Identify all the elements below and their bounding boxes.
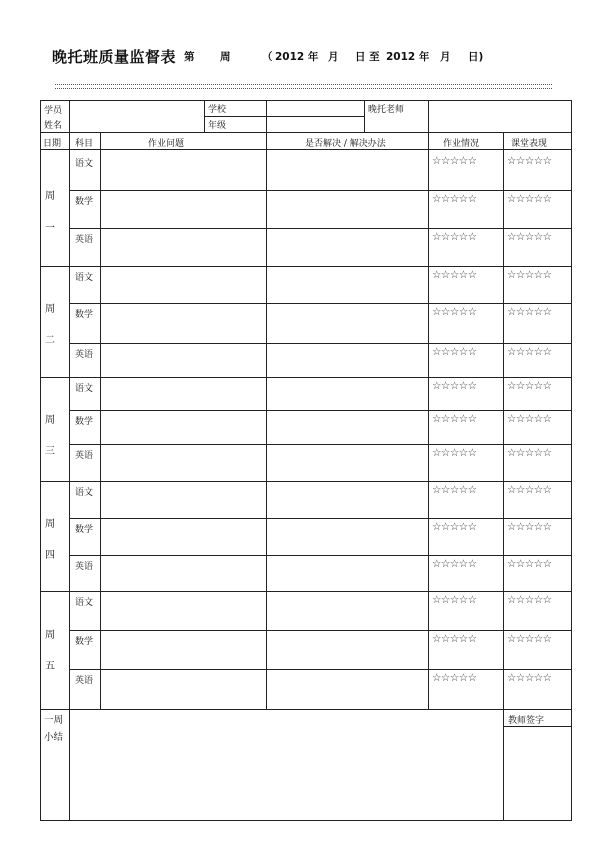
day-label-mon-2: 一 [45,223,55,234]
class-rating-stars-mon-math[interactable]: ☆☆☆☆☆ [507,193,552,205]
homework-issue-field-fri-math[interactable] [101,632,265,669]
teacher-field[interactable] [429,101,570,131]
form-title: 晚托班质量监督表 [52,48,177,66]
subject-label-thu-math: 数学 [75,525,94,535]
homework-rating-stars-mon-chinese[interactable]: ☆☆☆☆☆ [432,155,477,167]
homework-rating-stars-fri-chinese[interactable]: ☆☆☆☆☆ [432,594,477,606]
subject-label-thu-chinese: 语文 [75,488,94,498]
resolution-field-tue-chinese[interactable] [267,268,427,303]
day-label-fri-1: 周 [45,630,55,641]
day-label-thu-1: 周 [45,519,55,530]
day-label-tue-2: 二 [45,335,55,346]
resolution-field-wed-english[interactable] [267,446,427,481]
resolution-field-thu-math[interactable] [267,520,427,555]
resolution-field-fri-english[interactable] [267,671,427,709]
homework-rating-stars-wed-chinese[interactable]: ☆☆☆☆☆ [432,380,477,392]
subject-label-thu-english: 英语 [75,562,94,572]
resolution-field-tue-english[interactable] [267,345,427,377]
homework-issue-field-thu-chinese[interactable] [101,483,265,518]
subject-label-wed-english: 英语 [75,451,94,461]
class-rating-stars-wed-math[interactable]: ☆☆☆☆☆ [507,413,552,425]
homework-rating-stars-tue-english[interactable]: ☆☆☆☆☆ [432,346,477,358]
resolution-field-mon-english[interactable] [267,230,427,266]
day-label-wed-2: 三 [45,446,55,457]
signature-label: 教师签字 [508,716,545,726]
homework-issue-field-tue-math[interactable] [101,305,265,343]
resolution-field-fri-math[interactable] [267,632,427,669]
homework-rating-stars-thu-english[interactable]: ☆☆☆☆☆ [432,558,477,570]
subject-label-wed-chinese: 语文 [75,384,94,394]
month-start: 月 [328,51,339,63]
subject-label-mon-math: 数学 [75,197,94,207]
class-rating-stars-thu-chinese[interactable]: ☆☆☆☆☆ [507,484,552,496]
homework-rating-stars-wed-math[interactable]: ☆☆☆☆☆ [432,413,477,425]
student-label-line1: 学员 [44,106,63,116]
grade-label: 年级 [208,121,227,131]
class-rating-stars-mon-english[interactable]: ☆☆☆☆☆ [507,231,552,243]
resolution-field-wed-math[interactable] [267,412,427,444]
teacher-label: 晚托老师 [368,105,405,115]
day-label-mon-1: 周 [45,191,55,202]
class-rating-stars-thu-math[interactable]: ☆☆☆☆☆ [507,521,552,533]
class-rating-stars-mon-chinese[interactable]: ☆☆☆☆☆ [507,155,552,167]
homework-issue-field-mon-english[interactable] [101,230,265,266]
subject-label-tue-english: 英语 [75,350,94,360]
header-divider [55,84,552,89]
homework-issue-field-fri-chinese[interactable] [101,593,265,630]
grade-field[interactable] [267,117,363,131]
subject-label-mon-english: 英语 [75,235,94,245]
day-label-tue-1: 周 [45,304,55,315]
resolution-field-fri-chinese[interactable] [267,593,427,630]
class-rating-stars-tue-english[interactable]: ☆☆☆☆☆ [507,346,552,358]
col-homework-issues: 作业问题 [148,139,185,149]
day-start: 日 至 [355,51,380,63]
week-suffix: 周 [220,51,231,63]
month-end: 月 [440,51,451,63]
subject-label-tue-chinese: 语文 [75,273,94,283]
homework-issue-field-mon-math[interactable] [101,192,265,228]
class-rating-stars-fri-chinese[interactable]: ☆☆☆☆☆ [507,594,552,606]
day-label-fri-2: 五 [45,661,55,672]
homework-rating-stars-wed-english[interactable]: ☆☆☆☆☆ [432,447,477,459]
class-rating-stars-tue-math[interactable]: ☆☆☆☆☆ [507,306,552,318]
homework-rating-stars-tue-math[interactable]: ☆☆☆☆☆ [432,306,477,318]
subject-label-fri-english: 英语 [75,676,94,686]
homework-issue-field-tue-chinese[interactable] [101,268,265,303]
col-subject: 科目 [75,139,94,149]
date-range-open: （ [262,51,273,63]
resolution-field-tue-math[interactable] [267,305,427,343]
resolution-field-wed-chinese[interactable] [267,379,427,410]
homework-rating-stars-fri-english[interactable]: ☆☆☆☆☆ [432,672,477,684]
col-homework-status: 作业情况 [443,139,480,149]
resolution-field-mon-chinese[interactable] [267,154,427,190]
class-rating-stars-wed-english[interactable]: ☆☆☆☆☆ [507,447,552,459]
day-end: 日) [468,51,484,63]
student-name-field[interactable] [71,101,203,131]
homework-rating-stars-fri-math[interactable]: ☆☆☆☆☆ [432,633,477,645]
col-resolved: 是否解决 / 解决办法 [305,139,386,149]
class-rating-stars-fri-math[interactable]: ☆☆☆☆☆ [507,633,552,645]
homework-issue-field-wed-chinese[interactable] [101,379,265,410]
class-rating-stars-tue-chinese[interactable]: ☆☆☆☆☆ [507,269,552,281]
homework-issue-field-fri-english[interactable] [101,671,265,709]
class-rating-stars-thu-english[interactable]: ☆☆☆☆☆ [507,558,552,570]
subject-label-tue-math: 数学 [75,310,94,320]
col-class-performance: 课堂表现 [511,139,548,149]
class-rating-stars-wed-chinese[interactable]: ☆☆☆☆☆ [507,380,552,392]
homework-rating-stars-thu-math[interactable]: ☆☆☆☆☆ [432,521,477,533]
subject-label-mon-chinese: 语文 [75,159,94,169]
day-label-wed-1: 周 [45,415,55,426]
homework-issue-field-thu-english[interactable] [101,557,265,591]
homework-issue-field-mon-chinese[interactable] [101,154,265,190]
year-start: 2012 年 [275,51,319,63]
school-field[interactable] [267,101,363,115]
resolution-field-thu-english[interactable] [267,557,427,591]
col-date: 日期 [43,139,62,149]
homework-rating-stars-thu-chinese[interactable]: ☆☆☆☆☆ [432,484,477,496]
subject-label-fri-chinese: 语文 [75,598,94,608]
day-label-thu-2: 四 [45,550,55,561]
homework-rating-stars-mon-math[interactable]: ☆☆☆☆☆ [432,193,477,205]
weekly-summary-field[interactable] [71,711,502,819]
year-end: 2012 年 [386,51,430,63]
homework-rating-stars-tue-chinese[interactable]: ☆☆☆☆☆ [432,269,477,281]
subject-label-wed-math: 数学 [75,417,94,427]
homework-issue-field-wed-english[interactable] [101,446,265,481]
resolution-field-thu-chinese[interactable] [267,483,427,518]
summary-label-line2: 小结 [44,732,64,743]
student-label-line2: 姓名 [44,121,63,131]
signature-field[interactable] [504,728,570,819]
homework-issue-field-wed-math[interactable] [101,412,265,444]
homework-rating-stars-mon-english[interactable]: ☆☆☆☆☆ [432,231,477,243]
summary-label-line1: 一周 [44,715,64,726]
week-prefix: 第 [184,51,195,63]
homework-issue-field-tue-english[interactable] [101,345,265,377]
resolution-field-mon-math[interactable] [267,192,427,228]
class-rating-stars-fri-english[interactable]: ☆☆☆☆☆ [507,672,552,684]
school-label: 学校 [208,105,227,115]
homework-issue-field-thu-math[interactable] [101,520,265,555]
subject-label-fri-math: 数学 [75,637,94,647]
